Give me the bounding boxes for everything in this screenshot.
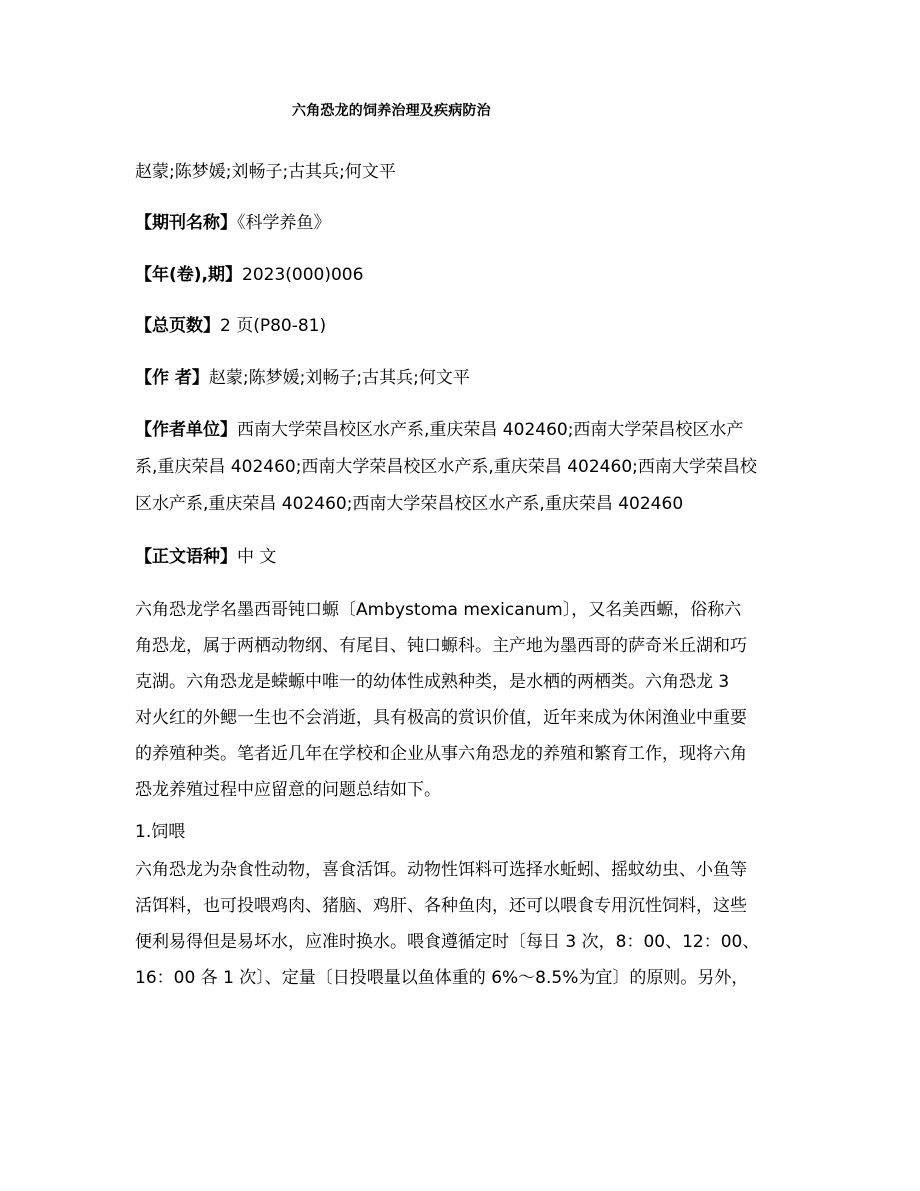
intro-paragraph (135, 592, 785, 808)
affiliation-line: 西南大学荣昌校区水产系,重庆荣昌 402460;西南大学荣昌校区水产 (237, 420, 744, 440)
paragraph-line: 六角恐龙为杂食性动物，喜食活饵。动物性饵料可选择水蚯蚓、摇蚊幼虫、小鱼等 (135, 860, 747, 880)
year-volume-row (135, 263, 363, 287)
year-volume-value: 2023(000)006 (242, 265, 364, 285)
author-row (135, 366, 470, 390)
paragraph-line: 16：00 各 1 次〕、定量〔日投喂量以鱼体重的 6%～8.5%为宜〕的原则。另外， (135, 968, 749, 988)
authors-line: 赵蒙;陈梦媛;刘畅子;古其兵;何文平 (135, 162, 396, 182)
affiliation-line: 系,重庆荣昌 402460;西南大学荣昌校区水产系,重庆荣昌 402460;西南大学荣昌校 (135, 457, 757, 477)
paragraph-line: 便利易得但是易坏水，应准时换水。喂食遵循定时〔每日 3 次，8：00、12：00、 (135, 932, 760, 952)
total-pages-value: 2 页(P80-81) (220, 316, 327, 336)
language-value: 中 文 (237, 547, 277, 567)
year-volume-label: 【年(卷),期】 (135, 265, 242, 285)
affiliation-label: 【作者单位】 (135, 420, 237, 440)
paragraph-line: 活饵料，也可投喂鸡肉、猪脑、鸡肝、各种鱼肉，还可以喂食专用沉性饲料，这些 (135, 896, 747, 916)
affiliation-row-1 (135, 418, 743, 442)
paragraph-line: 克湖。六角恐龙是蝾螈中唯一的幼体性成熟种类，是水栖的两栖类。六角恐龙 3 (135, 672, 730, 692)
paragraph-line: 六角恐龙学名墨西哥钝口螈〔Ambystoma mexicanum〕，又名美西螈，俗称六 (135, 600, 742, 620)
journal-row (135, 211, 331, 235)
total-pages-label: 【总页数】 (135, 316, 220, 336)
journal-value: 《科学养鱼》 (237, 213, 331, 233)
section-paragraph (135, 852, 785, 996)
language-label: 【正文语种】 (135, 547, 237, 567)
paragraph-line: 角恐龙，属于两栖动物纲、有尾目、钝口螈科。主产地为墨西哥的萨奇米丘湖和巧 (135, 636, 747, 656)
language-row (135, 545, 276, 569)
paragraph-line: 的养殖种类。笔者近几年在学校和企业从事六角恐龙的养殖和繁育工作，现将六角 (135, 744, 747, 764)
author-value: 赵蒙;陈梦媛;刘畅子;古其兵;何文平 (208, 368, 470, 388)
journal-label: 【期刊名称】 (135, 213, 237, 233)
affiliation-line: 区水产系,重庆荣昌 402460;西南大学荣昌校区水产系,重庆荣昌 402460 (135, 494, 684, 514)
paragraph-line: 恐龙养殖过程中应留意的问题总结如下。 (135, 780, 441, 800)
section-heading: 1.饲喂 (135, 822, 186, 842)
total-pages-row (135, 314, 326, 338)
author-label: 【作 者】 (135, 368, 209, 388)
document-title: 六角恐龙的饲养治理及疾病防治 (292, 103, 491, 119)
paragraph-line: 对火红的外鳃一生也不会消逝，具有极高的赏识价值，近年来成为休闲渔业中重要 (135, 708, 747, 728)
